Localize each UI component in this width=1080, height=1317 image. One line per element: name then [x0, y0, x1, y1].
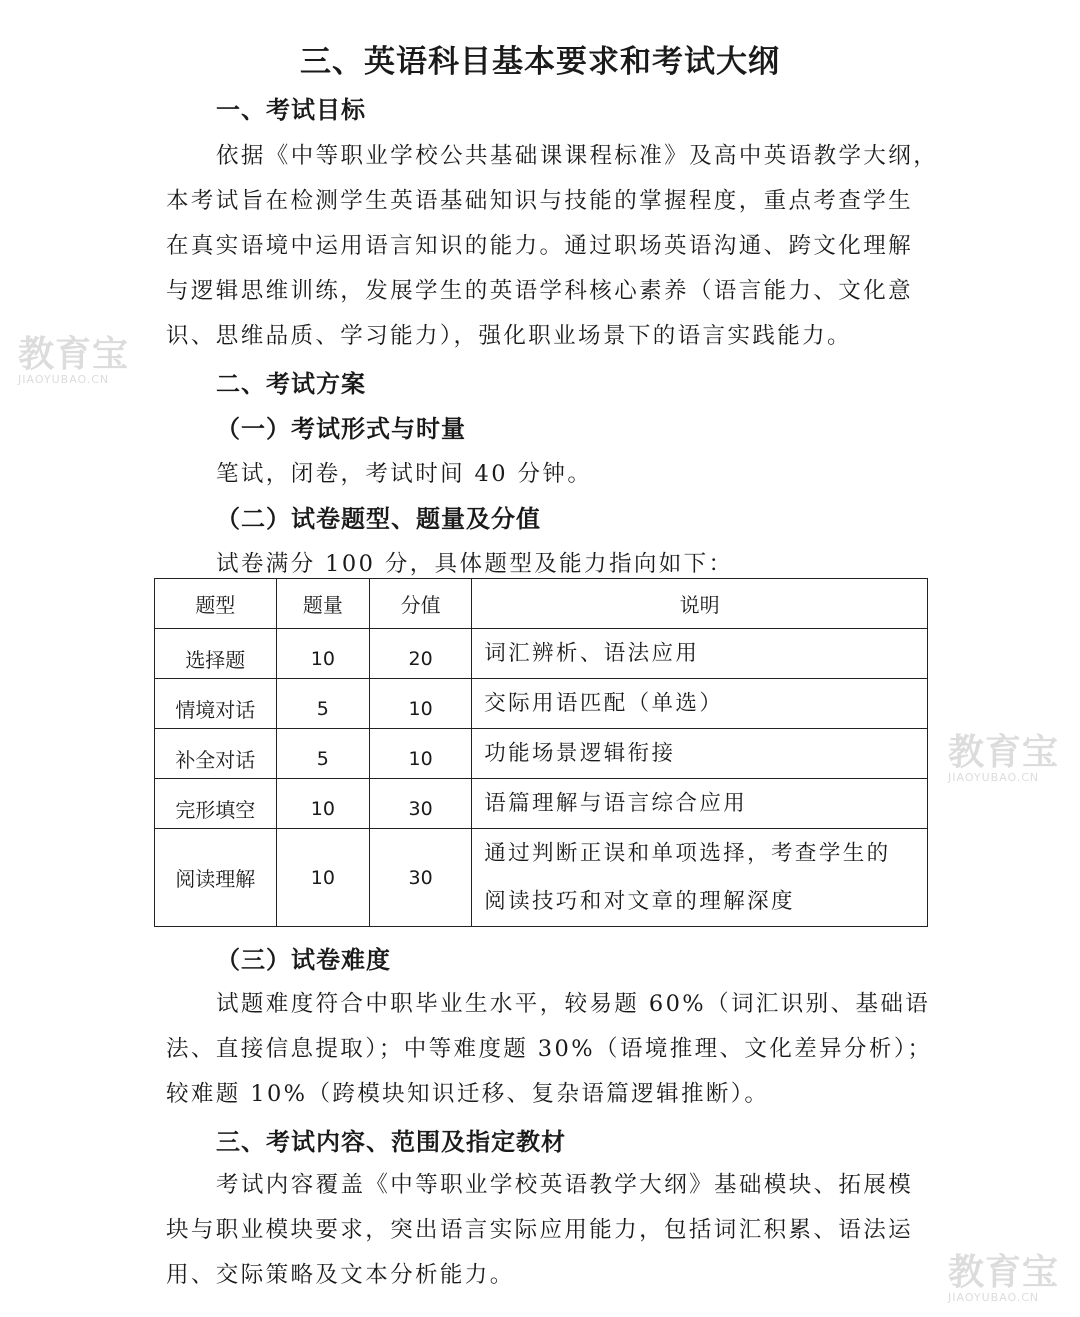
watermark-brand: 教育宝: [948, 732, 1060, 773]
table-cell-count: 10: [276, 629, 369, 679]
paragraph-line: 在真实语境中运用语言知识的能力。通过职场英语沟通、跨文化理解: [166, 233, 914, 259]
paragraph-line: 块与职业模块要求，突出语言实际应用能力，包括词汇积累、语法运: [166, 1217, 914, 1243]
watermark-logo: [18, 326, 129, 386]
table-header-cell: 题型: [155, 579, 277, 629]
table-row: [155, 629, 928, 679]
table-cell-count: 5: [276, 679, 369, 729]
paragraph-line: 识、思维品质、学习能力），强化职业场景下的语言实践能力。: [166, 323, 852, 349]
table-row: [155, 779, 928, 829]
paragraph-line: 法、直接信息提取）；中等难度题 30%（语境推理、文化差异分析）；: [166, 1036, 933, 1062]
section-heading-content-scope: 三、考试内容、范围及指定教材: [216, 1128, 566, 1156]
table-cell-type: 完形填空: [155, 779, 277, 829]
subsection-heading-difficulty: （三）试卷难度: [216, 946, 391, 974]
table-cell-count: 5: [276, 729, 369, 779]
watermark-domain: JIAOYUBAO.CN: [948, 771, 1040, 784]
paragraph-line: 用、交际策略及文本分析能力。: [166, 1262, 515, 1288]
subsection-heading-form: （一）考试形式与时量: [216, 415, 466, 443]
table-cell-type: 补全对话: [155, 729, 277, 779]
table-header-row: [155, 579, 928, 629]
table-header-cell: 说明: [472, 579, 928, 629]
section-heading-exam-goal: 一、考试目标: [216, 96, 366, 124]
table-header-cell: 分值: [370, 579, 472, 629]
paragraph-line: 本考试旨在检测学生英语基础知识与技能的掌握程度，重点考查学生: [166, 188, 914, 214]
paragraph-line: 依据《中等职业学校公共基础课课程标准》及高中英语教学大纲，: [216, 143, 939, 169]
table-cell-desc: [472, 829, 928, 927]
table-cell-desc: 功能场景逻辑衔接: [472, 729, 928, 779]
watermark-brand: 教育宝: [948, 1252, 1060, 1293]
paragraph-line: 试题难度符合中职毕业生水平，较易题 60%（词汇识别、基础语: [216, 991, 931, 1017]
paragraph-line: 与逻辑思维训练，发展学生的英语学科核心素养（语言能力、文化意: [166, 278, 914, 304]
table-cell-desc-line: 通过判断正误和单项选择，考查学生的: [484, 840, 891, 866]
paragraph-line: 较难题 10%（跨模块知识迁移、复杂语篇逻辑推断）。: [166, 1081, 770, 1107]
paragraph-line: 笔试，闭卷，考试时间 40 分钟。: [216, 461, 593, 487]
table-row: [155, 829, 928, 927]
table-cell-count: 10: [276, 829, 369, 927]
table-cell-count: 10: [276, 779, 369, 829]
watermark-domain: JIAOYUBAO.CN: [18, 373, 110, 386]
table-cell-desc: 词汇辨析、语法应用: [472, 629, 928, 679]
table-row: [155, 729, 928, 779]
table-cell-type: 情境对话: [155, 679, 277, 729]
table-cell-score: 10: [370, 729, 472, 779]
watermark-domain: JIAOYUBAO.CN: [948, 1291, 1040, 1304]
watermark-logo: [948, 1244, 1059, 1304]
table-cell-score: 10: [370, 679, 472, 729]
watermark-brand: 教育宝: [18, 334, 130, 375]
question-type-table: [154, 578, 928, 927]
table-header-cell: 题量: [276, 579, 369, 629]
table-cell-type: 阅读理解: [155, 829, 277, 927]
watermark-logo: [948, 724, 1059, 784]
page-title: 三、英语科目基本要求和考试大纲: [300, 44, 780, 80]
table-cell-score: 30: [370, 829, 472, 927]
paragraph-line: 考试内容覆盖《中等职业学校英语教学大纲》基础模块、拓展模: [216, 1172, 914, 1198]
table-cell-score: 30: [370, 779, 472, 829]
table-cell-desc: 语篇理解与语言综合应用: [472, 779, 928, 829]
table-cell-type: 选择题: [155, 629, 277, 679]
table-cell-score: 20: [370, 629, 472, 679]
table-cell-desc: 交际用语匹配（单选）: [472, 679, 928, 729]
paragraph-line: 试卷满分 100 分，具体题型及能力指向如下：: [216, 551, 734, 577]
section-heading-exam-plan: 二、考试方案: [216, 370, 366, 398]
table-cell-desc-line: 阅读技巧和对文章的理解深度: [484, 888, 795, 914]
table-row: [155, 679, 928, 729]
subsection-heading-types: （二）试卷题型、题量及分值: [216, 505, 541, 533]
